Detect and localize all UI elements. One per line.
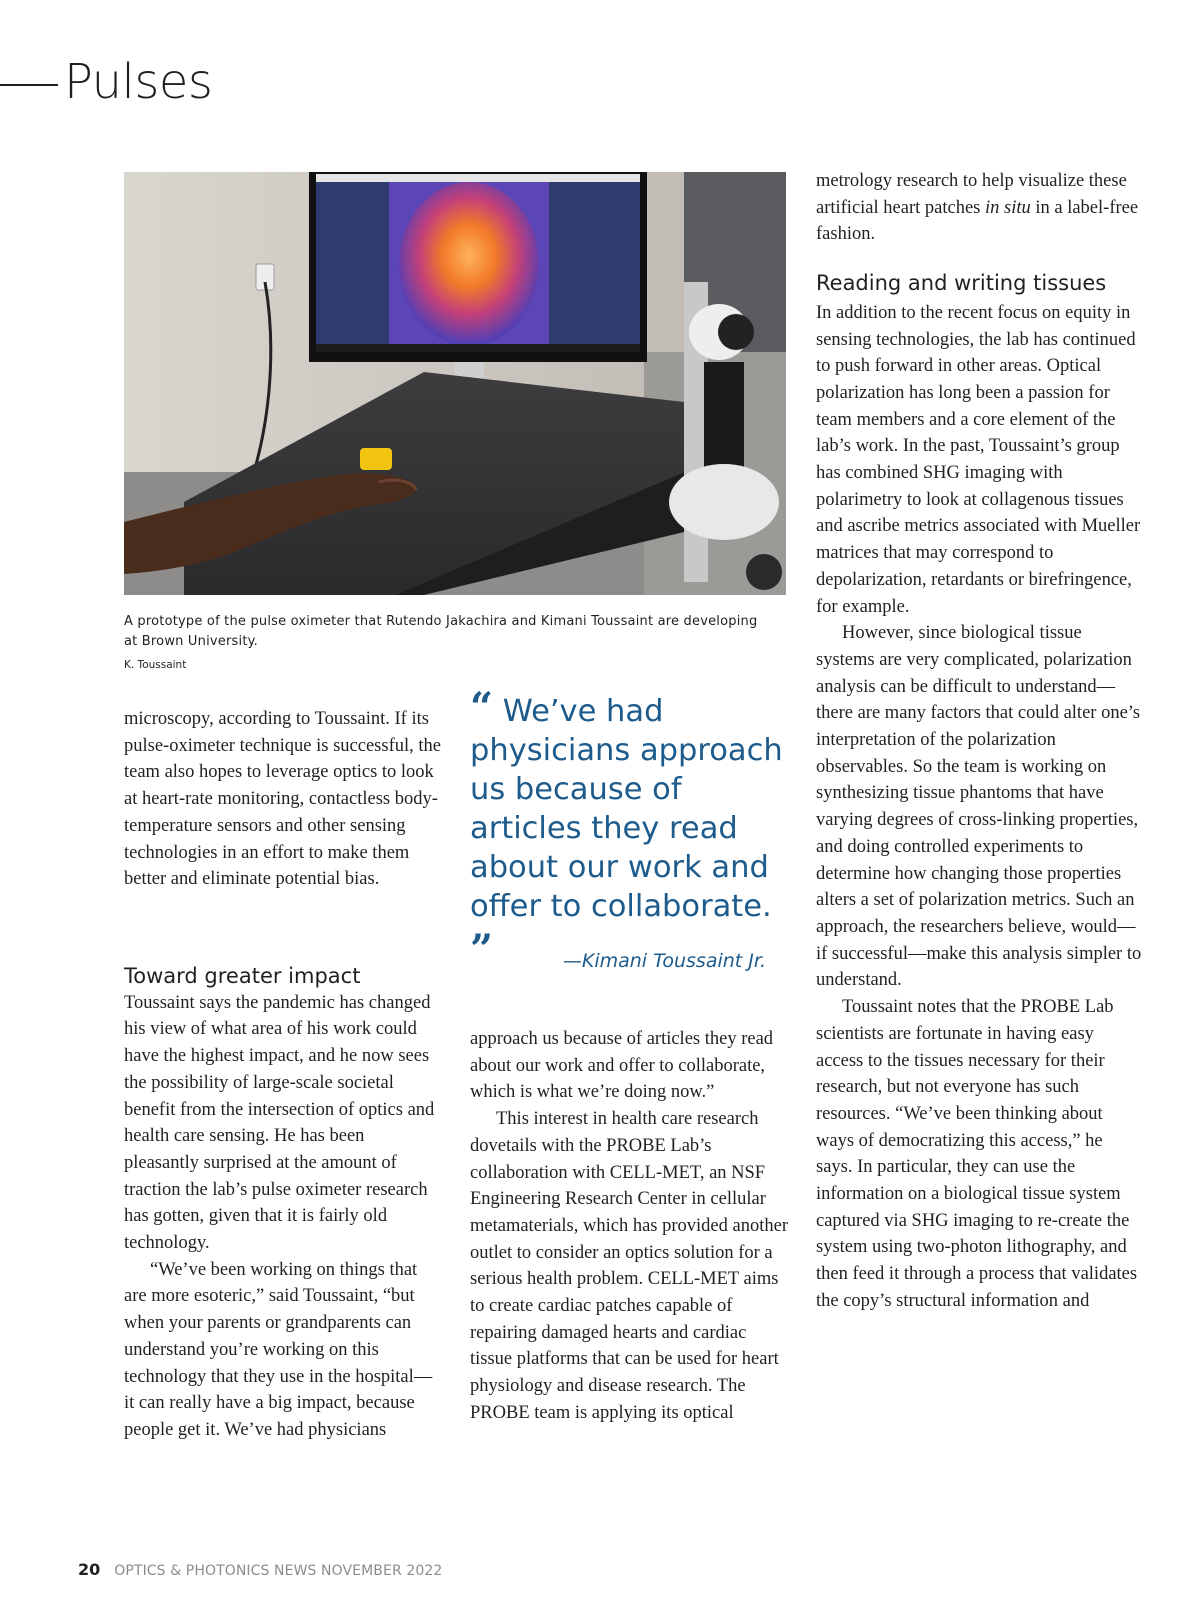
paragraph: approach us because of articles they read about our work and offer to collaborate, which is what we’re doing now.”: [470, 1029, 774, 1103]
paragraph: [816, 168, 1142, 248]
publication-line: OPTICS & PHOTONICS NEWS NOVEMBER 2022: [114, 1563, 443, 1579]
column-1-bottom: [124, 963, 442, 1444]
paragraph: microscopy, according to Toussaint. If its pulse-oximeter technique is successful, the team also hopes to leverage optics to look at heart-rate monitoring, contactless body-temperature sensors and other sensing technologies in an effort to make them better and eliminate potential bias.: [124, 709, 441, 890]
section-rule: [0, 84, 58, 86]
subheading-toward-greater-impact: Toward greater impact: [124, 964, 361, 988]
text-run: metrology research to help visualize these artificial heart patches: [816, 171, 1127, 218]
paragraph: This interest in health care research dovetails with the PROBE Lab’s collaboration with CELL-MET, an NSF Engineering Research Center in cellular metamaterials, which has provided another outlet to consider an optics solution for a serious health problem. CELL-MET aims to create cardiac patches capable of repairing damaged hearts and cardiac tissue platforms that can be used for heart physiology and disease research. The PROBE team is applying its optical: [470, 1109, 788, 1423]
page-number: 20: [78, 1560, 101, 1579]
open-quote-mark: “: [470, 684, 494, 731]
text-run: in a label-free fashion.: [816, 197, 1139, 245]
pull-quote-text: We’ve had physicians approach us because of articles they read about our work and offer to collaborate.: [470, 694, 783, 924]
pull-quote-attribution: —Kimani Toussaint Jr.: [562, 950, 766, 972]
paragraph: “We’ve been working on things that are more esoteric,” said Toussaint, “but when your parents or grandparents can understand you’re working on this technology that they use in the hospital—it can really have a big impact, because people get it. We’ve had physicians: [124, 1259, 433, 1440]
photo-caption: A prototype of the pulse oximeter that Rutendo Jakachira and Kimani Toussaint are developing at Brown University.: [124, 614, 758, 649]
paragraph: Toussaint says the pandemic has changed his view of what area of his work could have the highest impact, and he now sees the possibility of large-scale societal benefit from the intersection of optics and health care sensing. He has been pleasantly surprised at the amount of traction the lab’s pulse oximeter research has gotten, given that it is fairly old technology.: [124, 992, 435, 1254]
page-footer: [78, 1560, 442, 1579]
subheading-reading-and-writing-tissues: Reading and writing tissues: [816, 271, 1107, 296]
paragraph: However, since biological tissue systems are very complicated, polarization analysis can be difficult to understand—there are many factors that could alter one’s interpretation of the polarization observables. So the team is working on synthesizing tissue phantoms that have varying degrees of cross-linking properties, and doing controlled experiments to determine how changing those properties alters a set of polarization metrics. Such an approach, the researchers believe, would—if successful—make this analysis simpler to understand.: [816, 623, 1142, 991]
column-2: [470, 1026, 788, 1427]
section-title: Pulses: [64, 54, 213, 110]
column-3: [816, 168, 1142, 1315]
close-quote-mark: ”: [470, 926, 494, 973]
photo-credit: K. Toussaint: [124, 659, 187, 671]
paragraph: Toussaint notes that the PROBE Lab scientists are fortunate in having easy access to the tissues necessary for their research, but not everyone has such resources. “We’ve been thinking about ways of democratizing this access,” he says. In particular, they can use the information on a biological tissue system captured via SHG imaging to re-create the system using two-photon lithography, and then feed it through a process that validates the copy’s structural information and: [816, 997, 1138, 1311]
paragraph: In addition to the recent focus on equity in sensing technologies, the lab has continued to push forward in other areas. Optical polarization has long been a passion for team members and a core element of the lab’s work. In the past, Toussaint’s group has combined SHG imaging with polarimetry to look at collagenous tissues and ascribe metrics associated with Mueller matrices that may correspond to depolarization, retardants or birefringence, for example.: [816, 302, 1141, 617]
column-1-top: [124, 706, 442, 893]
pull-quote: [470, 684, 790, 973]
lab-photo: [124, 172, 786, 595]
italic-text: in situ: [984, 197, 1031, 218]
